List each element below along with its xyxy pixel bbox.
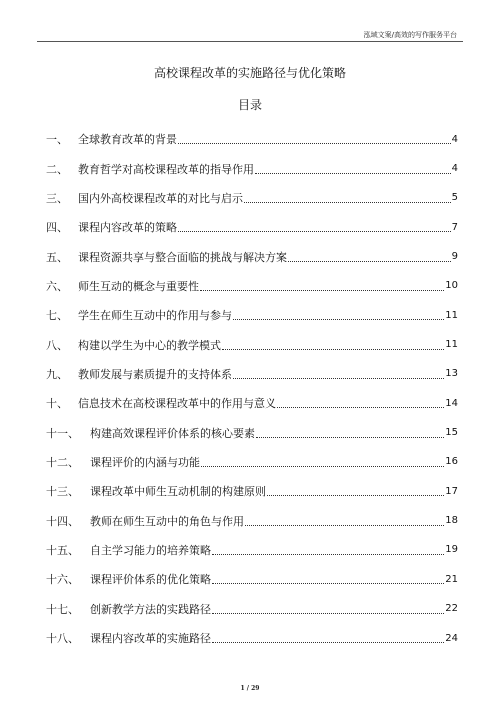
toc-entry-title: 课程内容改革的策略 (78, 221, 177, 235)
toc-entry-title: 课程评价的内涵与功能 (90, 455, 200, 469)
toc-entry[interactable] (46, 213, 458, 242)
toc-entry[interactable] (46, 301, 458, 330)
toc-entry-number: 十一、 (46, 426, 79, 440)
toc-entry-page-number: 11 (445, 339, 458, 351)
toc-entry-title: 师生互动的概念与重要性 (78, 279, 199, 293)
toc-entry-title: 教师发展与素质提升的支持体系 (78, 367, 232, 381)
toc-entry-title: 构建以学生为中心的教学模式 (78, 338, 221, 352)
toc-entry-title: 创新教学方法的实践路径 (90, 602, 211, 616)
toc-dot-leader (212, 554, 444, 555)
toc-dot-leader (267, 495, 444, 496)
toc-entry-number: 十四、 (46, 514, 79, 528)
toc-entry-number: 七、 (46, 309, 68, 323)
toc-dot-leader (201, 466, 444, 467)
header-divider (37, 41, 463, 42)
toc-dot-leader (244, 202, 451, 203)
document-title: 高校课程改革的实施路径与优化策略 (153, 66, 346, 80)
toc-entry[interactable] (46, 506, 458, 535)
toc-entry-page-number: 17 (445, 485, 458, 497)
toc-entry-number: 十、 (46, 397, 68, 411)
toc-dot-leader (255, 173, 451, 174)
toc-entry-title: 信息技术在高校课程改革中的作用与意义 (78, 397, 276, 411)
toc-entry-number: 三、 (46, 191, 68, 205)
toc-entry-page-number: 13 (445, 368, 458, 380)
toc-entry-page-number: 14 (445, 397, 458, 409)
toc-entry-number: 六、 (46, 279, 68, 293)
toc-dot-leader (256, 437, 444, 438)
toc-entry-title: 构建高效课程评价体系的核心要素 (90, 426, 255, 440)
toc-dot-leader (178, 231, 451, 232)
toc-entry-title: 教师在师生互动中的角色与作用 (90, 514, 244, 528)
toc-entry-page-number: 18 (445, 515, 458, 527)
toc-entry-page-number: 4 (451, 133, 458, 145)
toc-entry-number: 十八、 (46, 632, 79, 646)
toc-entry-page-number: 4 (451, 163, 458, 175)
toc-dot-leader (200, 290, 444, 291)
toc-entry-number: 十七、 (46, 602, 79, 616)
toc-dot-leader (233, 378, 444, 379)
toc-entry-number: 五、 (46, 250, 68, 264)
toc-entry[interactable] (46, 624, 458, 653)
toc-dot-leader (277, 407, 444, 408)
toc-entry[interactable] (46, 477, 458, 506)
toc-entry-page-number: 21 (445, 573, 458, 585)
toc-heading: 目录 (237, 98, 262, 112)
toc-dot-leader (245, 525, 444, 526)
toc-entry-number: 四、 (46, 221, 68, 235)
toc-entry-title: 全球教育改革的背景 (78, 133, 177, 147)
toc-entry-title: 学生在师生互动中的作用与参与 (78, 309, 232, 323)
toc-entry-number: 二、 (46, 162, 68, 176)
toc-entry-title: 教育哲学对高校课程改革的指导作用 (78, 162, 254, 176)
toc-entry-page-number: 11 (445, 309, 458, 321)
toc-dot-leader (212, 642, 444, 643)
toc-entry-page-number: 5 (451, 192, 458, 204)
toc-entry-number: 九、 (46, 367, 68, 381)
toc-entry[interactable] (46, 154, 458, 183)
toc-entry-number: 八、 (46, 338, 68, 352)
toc-entry[interactable] (46, 536, 458, 565)
toc-entry[interactable] (46, 448, 458, 477)
toc-dot-leader (212, 613, 444, 614)
toc-entry[interactable] (46, 389, 458, 418)
toc-entry-title: 课程资源共享与整合面临的挑战与解决方案 (78, 250, 287, 264)
page-indicator: 1 / 29 (240, 685, 260, 692)
toc-entry[interactable] (46, 595, 458, 624)
toc-dot-leader (288, 261, 451, 262)
toc-entry-title: 国内外高校课程改革的对比与启示 (78, 191, 243, 205)
toc-entry-title: 课程改革中师生互动机制的构建原则 (90, 485, 266, 499)
toc-entry-number: 十六、 (46, 573, 79, 587)
toc-entry-page-number: 9 (451, 251, 458, 263)
page-header: 泓域文案/高效的写作服务平台 (363, 31, 457, 39)
toc-entry-number: 十二、 (46, 455, 79, 469)
table-of-contents (46, 125, 458, 653)
toc-dot-leader (222, 349, 444, 350)
toc-entry[interactable] (46, 565, 458, 594)
toc-entry-page-number: 10 (445, 280, 458, 292)
toc-entry-page-number: 24 (445, 632, 458, 644)
toc-entry[interactable] (46, 184, 458, 213)
toc-entry[interactable] (46, 360, 458, 389)
toc-entry-number: 十三、 (46, 485, 79, 499)
toc-entry-title: 自主学习能力的培养策略 (90, 543, 211, 557)
toc-entry-title: 课程评价体系的优化策略 (90, 573, 211, 587)
toc-entry-page-number: 15 (445, 427, 458, 439)
toc-entry[interactable] (46, 418, 458, 447)
toc-dot-leader (212, 583, 444, 584)
toc-entry-page-number: 16 (445, 456, 458, 468)
toc-entry-number: 一、 (46, 133, 68, 147)
toc-entry[interactable] (46, 242, 458, 271)
toc-entry[interactable] (46, 330, 458, 359)
toc-entry-title: 课程内容改革的实施路径 (90, 632, 211, 646)
toc-dot-leader (178, 143, 451, 144)
toc-dot-leader (233, 319, 444, 320)
toc-entry-page-number: 19 (445, 544, 458, 556)
toc-entry[interactable] (46, 272, 458, 301)
toc-entry-number: 十五、 (46, 543, 79, 557)
toc-entry-page-number: 22 (445, 603, 458, 615)
toc-entry-page-number: 7 (451, 221, 458, 233)
toc-entry[interactable] (46, 125, 458, 154)
